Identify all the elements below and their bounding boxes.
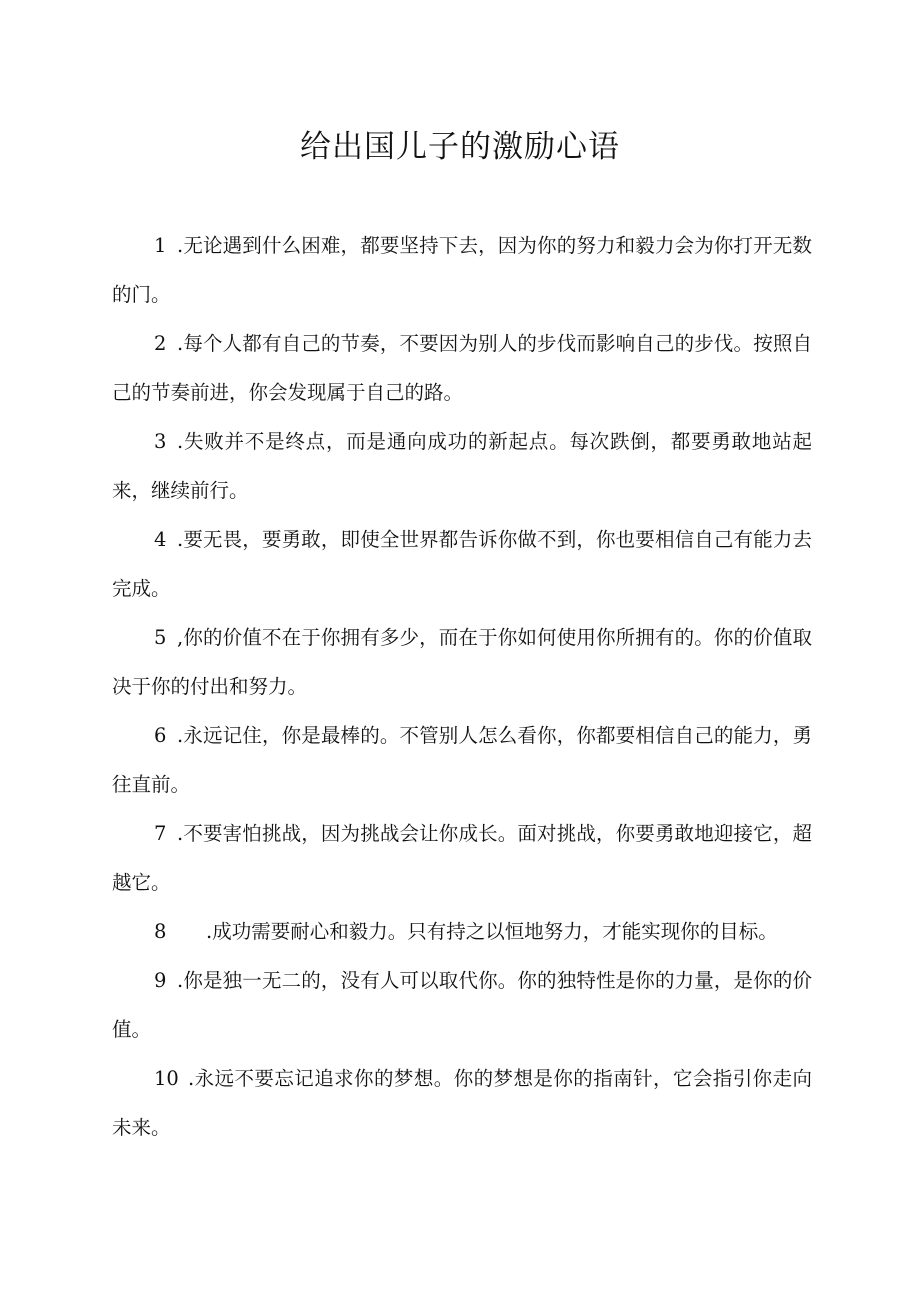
list-item (112, 956, 812, 1054)
list-item (112, 613, 812, 711)
item-text: .要无畏，要勇敢，即使全世界都告诉你做不到，你也要相信自己有能力去完成。 (112, 528, 812, 600)
item-number: 9 (154, 969, 167, 992)
item-text: ,你的价值不在于你拥有多少，而在于你如何使用你所拥有的。你的价值取决于你的付出和努力。 (112, 626, 812, 698)
list-item (112, 809, 812, 907)
item-text: .无论遇到什么困难，都要坚持下去，因为你的努力和毅力会为你打开无数的门。 (112, 234, 812, 306)
item-number: 4 (154, 528, 167, 551)
item-text: .每个人都有自己的节奏，不要因为别人的步伐而影响自己的步伐。按照自己的节奏前进，你会发现属于自己的路。 (112, 332, 812, 404)
item-number: 3 (154, 430, 167, 453)
item-number: 1 (154, 234, 167, 257)
item-number: 2 (154, 332, 167, 355)
item-number: 10 (154, 1067, 179, 1090)
list-item (112, 221, 812, 319)
list-item (112, 319, 812, 417)
list-item (112, 515, 812, 613)
item-text: .你是独一无二的，没有人可以取代你。你的独特性是你的力量，是你的价值。 (112, 969, 812, 1041)
item-text: .永远不要忘记追求你的梦想。你的梦想是你的指南针，它会指引你走向未来。 (112, 1067, 812, 1139)
list-item (112, 1054, 812, 1152)
item-number: 5 (154, 626, 167, 649)
motivational-list (112, 221, 812, 1152)
item-text: .成功需要耐心和毅力。只有持之以恒地努力，才能实现你的目标。 (206, 920, 778, 943)
item-number: 8 (154, 920, 167, 943)
item-number: 6 (154, 724, 167, 747)
document-title: 给出国儿子的激励心语 (300, 129, 620, 165)
item-text: .失败并不是终点，而是通向成功的新起点。每次跌倒，都要勇敢地站起来，继续前行。 (112, 430, 812, 502)
list-item (112, 711, 812, 809)
item-text: .不要害怕挑战，因为挑战会让你成长。面对挑战，你要勇敢地迎接它，超越它。 (112, 822, 812, 894)
list-item (112, 907, 812, 956)
item-number: 7 (154, 822, 167, 845)
list-item (112, 417, 812, 515)
item-text: .永远记住，你是最棒的。不管别人怎么看你，你都要相信自己的能力，勇往直前。 (112, 724, 812, 796)
